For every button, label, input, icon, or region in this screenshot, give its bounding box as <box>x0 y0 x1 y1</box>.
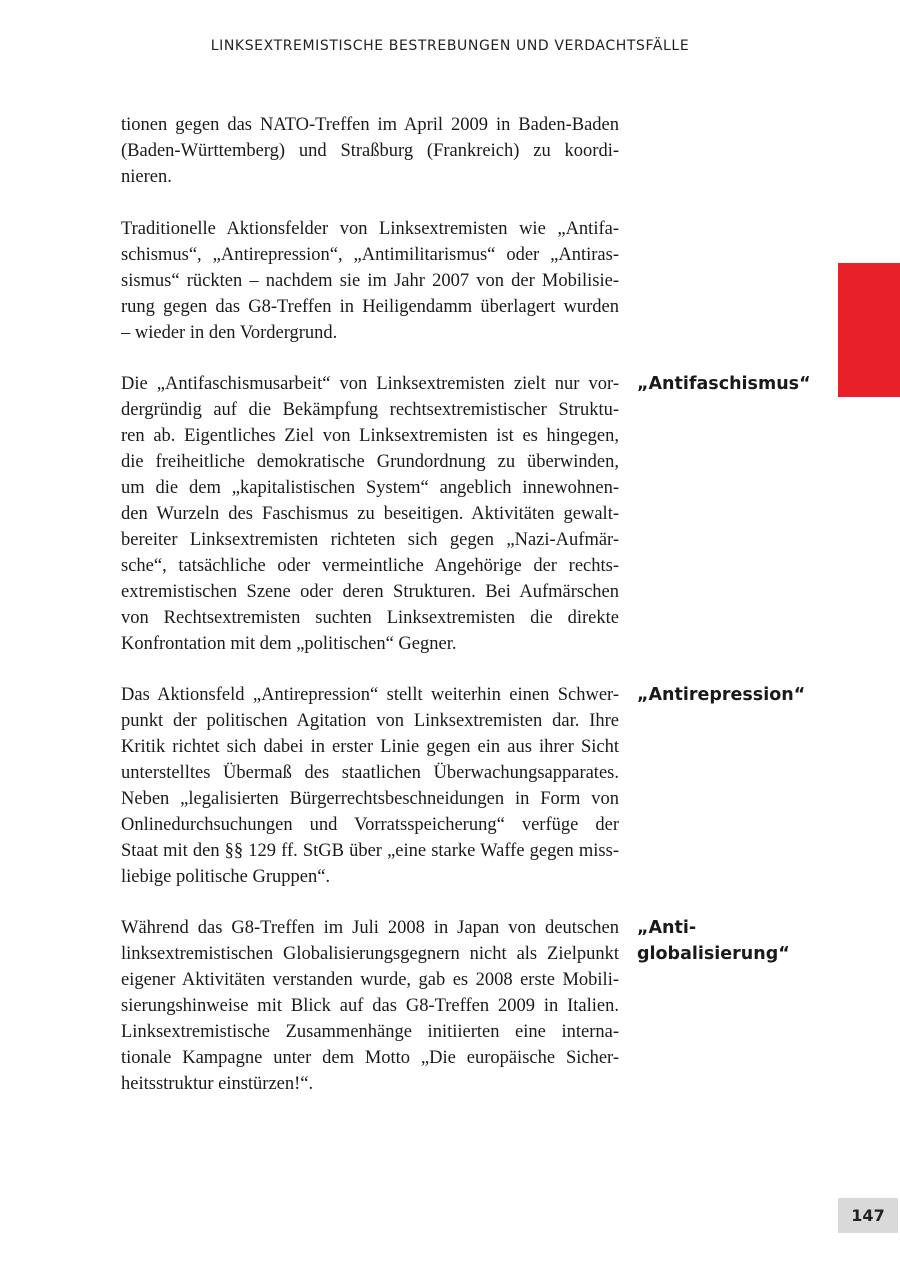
text-line: eigener Aktivitäten verstanden wurde, gab es 2008 erste Mobili- <box>121 970 619 990</box>
text-line: Neben „legalisierten Bürgerrechtsbeschneidungen in Form von <box>121 789 619 809</box>
text-line: heitsstruktur einstürzen!“. <box>121 1074 314 1094</box>
text-line: – wieder in den Vordergrund. <box>121 323 338 343</box>
text-line: (Baden-Württemberg) und Straßburg (Frankreich) zu koordi- <box>121 141 619 161</box>
text-line: liebige politische Gruppen“. <box>121 867 331 887</box>
running-head: LINKSEXTREMISTISCHE BESTREBUNGEN UND VERDACHTSFÄLLE <box>210 38 690 54</box>
body-paragraph-4 <box>121 682 619 890</box>
margin-note-antiglobalisierung <box>637 915 837 967</box>
text-line: schismus“, „Antirepression“, „Antimilitarismus“ oder „Antiras- <box>121 245 619 265</box>
text-line: ren ab. Eigentliches Ziel von Linksextremisten ist es hingegen, <box>121 426 619 446</box>
text-line: dergründig auf die Bekämpfung rechtsextremistischer Struktu- <box>121 400 619 420</box>
section-thumb-tab <box>838 263 900 397</box>
body-paragraph-3 <box>121 371 619 657</box>
text-line: Onlinedurchsuchungen und Vorratsspeicherung“ verfüge der <box>121 815 619 835</box>
text-line: extremistischen Szene oder deren Strukturen. Bei Aufmärschen <box>121 582 619 602</box>
text-line: punkt der politischen Agitation von Linksextremisten dar. Ihre <box>121 711 619 731</box>
text-line: tionen gegen das NATO-Treffen im April 2009 in Baden-Baden <box>121 115 619 135</box>
text-line: nieren. <box>121 167 172 187</box>
page-number: 147 <box>838 1198 898 1233</box>
text-line: die freiheitliche demokratische Grundordnung zu überwinden, <box>121 452 619 472</box>
text-line: rung gegen das G8-Treffen in Heiligendamm überlagert wurden <box>121 297 619 317</box>
body-paragraph-5 <box>121 915 619 1097</box>
body-paragraph-2 <box>121 216 619 346</box>
margin-note-antifaschismus <box>637 371 837 397</box>
text-line: Das Aktionsfeld „Antirepression“ stellt weiterhin einen Schwer- <box>121 685 619 705</box>
text-line: Die „Antifaschismusarbeit“ von Linksextremisten zielt nur vor- <box>121 374 619 394</box>
text-line: linksextremistischen Globalisierungsgegnern nicht als Zielpunkt <box>121 944 619 964</box>
text-line: Während das G8-Treffen im Juli 2008 in Japan von deutschen <box>121 918 619 938</box>
text-line: um die dem „kapitalistischen System“ angeblich innewohnen- <box>121 478 619 498</box>
text-line: von Rechtsextremisten suchten Linksextremisten die direkte <box>121 608 619 628</box>
text-line: Linksextremistische Zusammenhänge initiierten eine interna- <box>121 1022 619 1042</box>
text-line: Kritik richtet sich dabei in erster Linie gegen ein aus ihrer Sicht <box>121 737 619 757</box>
text-line: Traditionelle Aktionsfelder von Linksextremisten wie „Antifa- <box>121 219 619 239</box>
text-line: den Wurzeln des Faschismus zu beseitigen. Aktivitäten gewalt- <box>121 504 619 524</box>
margin-note-line: „Antifaschismus“ <box>637 374 811 394</box>
text-line: tionale Kampagne unter dem Motto „Die europäische Sicher- <box>121 1048 619 1068</box>
margin-note-line: „Anti- <box>637 918 697 938</box>
text-line: sierungshinweise mit Blick auf das G8-Treffen 2009 in Italien. <box>121 996 619 1016</box>
text-line: sismus“ rückten – nachdem sie im Jahr 2007 von der Mobilisie- <box>121 271 619 291</box>
text-line: sche“, tatsächliche oder vermeintliche Angehörige der rechts- <box>121 556 619 576</box>
margin-note-line: „Antirepression“ <box>637 685 806 705</box>
text-line: unterstelltes Übermaß des staatlichen Überwachungsapparates. <box>121 763 619 783</box>
text-line: Staat mit den §§ 129 ff. StGB über „eine starke Waffe gegen miss- <box>121 841 619 861</box>
body-paragraph-1 <box>121 112 619 190</box>
text-line: bereiter Linksextremisten richteten sich gegen „Nazi-Aufmär- <box>121 530 619 550</box>
text-line: Konfrontation mit dem „politischen“ Gegner. <box>121 634 457 654</box>
margin-note-line: globalisierung“ <box>637 944 790 964</box>
margin-note-antirepression <box>637 682 837 708</box>
